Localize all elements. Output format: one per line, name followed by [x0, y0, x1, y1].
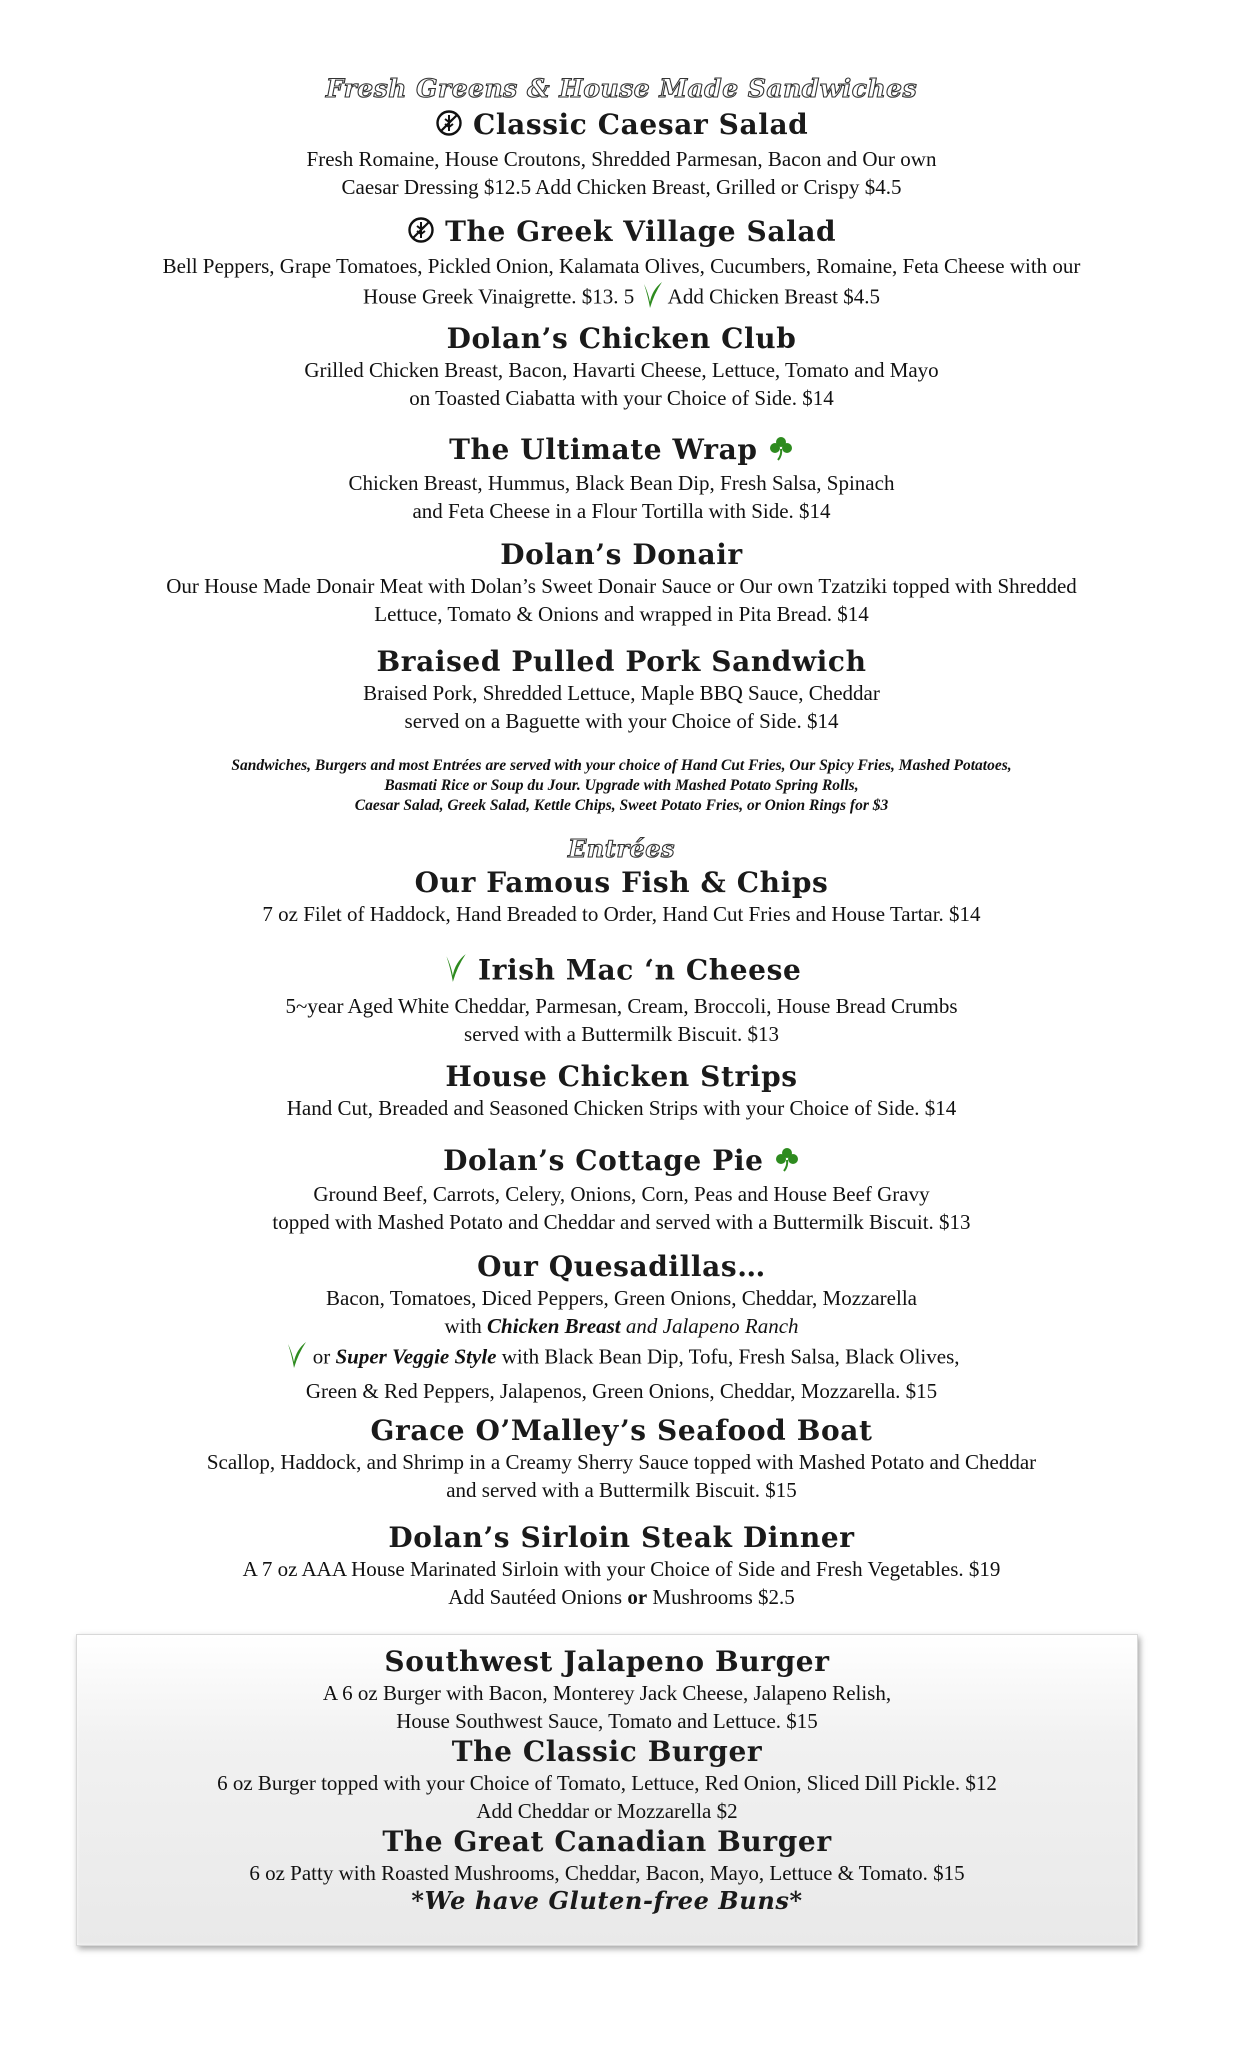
sides-note: Sandwiches, Burgers and most Entrées are served with your choice of Hand Cut Fries, Our Spicy Fries, Mashed Potatoes, Basmati Rice or Soup du Jour. Upgrade with Mashed Potato Spring Rolls, Caesar Salad, Greek Salad, Kettle Chips, Sweet Potato Fries, or Onion Rings for $3: [231, 757, 1012, 814]
burger-desc: House Southwest Sauce, Tomato and Lettuce. $15: [396, 1709, 818, 1733]
vegetarian-leaf-icon: [284, 1340, 308, 1377]
menu-item-title: The Ultimate Wrap: [449, 433, 758, 466]
menu-item-desc: Our House Made Donair Meat with Dolan’s Sweet Donair Sauce or Our own Tzatziki topped with Shredded: [166, 574, 1077, 598]
menu-item-desc: Bacon, Tomatoes, Diced Peppers, Green Onions, Cheddar, Mozzarella: [326, 1286, 917, 1310]
burger-desc: 6 oz Patty with Roasted Mushrooms, Cheddar, Bacon, Mayo, Lettuce & Tomato. $15: [249, 1861, 965, 1885]
menu-item-desc: 7 oz Filet of Haddock, Hand Breaded to Order, Hand Cut Fries and House Tartar. $14: [262, 902, 981, 926]
menu-item-desc: topped with Mashed Potato and Cheddar and served with a Buttermilk Biscuit. $13: [272, 1209, 971, 1234]
menu-item-title: Our Quesadillas…: [477, 1250, 766, 1283]
menu-item-wrap: [60, 433, 1183, 525]
gluten-free-icon: [407, 216, 435, 252]
menu-item-title: Grace O’Malley’s Seafood Boat: [370, 1414, 873, 1447]
menu-item-mac: [60, 952, 1183, 1048]
burger-desc: 6 oz Burger topped with your Choice of Tomato, Lettuce, Red Onion, Sliced Dill Pickle. $12: [217, 1771, 997, 1795]
burger-title: The Classic Burger: [451, 1735, 763, 1768]
menu-item-quesadillas: Our Quesadillas… Bacon, Tomatoes, Diced Peppers, Green Onions, Cheddar, Mozzarella with Chicken Breast and Jalapeno Ranch or Super Veggie Style with Black Bean Dip, Tofu, Fresh Salsa, Black Olives, Green & Red Peppers, Jalapenos, Green Onions, Cheddar, Mozzarella. $15: [60, 1250, 1183, 1405]
shamrock-icon: [768, 435, 794, 469]
menu-item-pork: [60, 645, 1183, 735]
burger-title: The Great Canadian Burger: [382, 1825, 832, 1858]
menu-item-title: The Greek Village Salad: [445, 215, 837, 248]
menu-item-cottage: [60, 1144, 1183, 1236]
menu-item-title: Dolan’s Donair: [500, 538, 743, 571]
menu-item-desc: on Toasted Ciabatta with your Choice of Side. $14: [409, 386, 834, 410]
menu-item-fish: [60, 866, 1183, 928]
quesadilla-veggie-option: Super Veggie Style: [335, 1344, 497, 1369]
menu-item-greek: [60, 215, 1183, 317]
menu-item-desc: Scallop, Haddock, and Shrimp in a Creamy Sherry Sauce topped with Mashed Potato and Cheddar: [206, 1450, 1037, 1474]
vegetarian-leaf-icon: [640, 280, 664, 317]
menu-item-desc: Fresh Romaine, House Croutons, Shredded Parmesan, Bacon and Our own: [306, 146, 937, 171]
burger-box: [76, 1634, 1138, 1946]
menu-item-desc: Bell Peppers, Grape Tomatoes, Pickled Onion, Kalamata Olives, Cucumbers, Romaine, Feta Cheese with our: [162, 253, 1081, 278]
menu-item-desc: Add Chicken Breast $4.5: [667, 283, 880, 308]
menu-item-desc: Lettuce, Tomato & Onions and wrapped in Pita Bread. $14: [374, 602, 869, 626]
menu-item-title: Dolan’s Cottage Pie: [443, 1144, 764, 1177]
menu-item-club: [60, 322, 1183, 412]
menu-item-seafood: [60, 1414, 1183, 1504]
menu-item-desc: House Greek Vinaigrette. $13. 5: [363, 283, 635, 308]
gluten-free-icon: [435, 109, 463, 145]
menu-item-desc: and served with a Buttermilk Biscuit. $15: [446, 1478, 797, 1502]
menu-item-desc: A 7 oz AAA House Marinated Sirloin with your Choice of Side and Fresh Vegetables. $19: [242, 1557, 1001, 1581]
menu-item-title: House Chicken Strips: [445, 1060, 798, 1093]
menu-item-donair: [60, 538, 1183, 628]
shamrock-icon: [774, 1146, 800, 1180]
section-header-greens: Fresh Greens & House Made Sandwiches: [325, 74, 918, 103]
vegetarian-leaf-icon: [442, 952, 468, 992]
menu-item-title: Braised Pulled Pork Sandwich: [376, 645, 867, 678]
gluten-free-buns-note: *We have Gluten-free Buns*: [411, 1886, 803, 1915]
menu-item-desc: and Feta Cheese in a Flour Tortilla with Side. $14: [412, 498, 831, 523]
menu-item-desc: served with a Buttermilk Biscuit. $13: [464, 1022, 779, 1046]
menu-item-sirloin: Dolan’s Sirloin Steak Dinner A 7 oz AAA House Marinated Sirloin with your Choice of Side and Fresh Vegetables. $19 Add Sautéed Onions or Mushrooms $2.5: [60, 1521, 1183, 1611]
burger-desc: Add Cheddar or Mozzarella $2: [476, 1799, 738, 1823]
menu-item-caesar: [60, 108, 1183, 201]
menu-item-desc: Braised Pork, Shredded Lettuce, Maple BBQ Sauce, Cheddar: [363, 681, 880, 705]
menu-item-desc: 5~year Aged White Cheddar, Parmesan, Cream, Broccoli, House Bread Crumbs: [285, 994, 958, 1018]
menu-item-strips: [60, 1060, 1183, 1122]
quesadilla-chicken-option: Chicken Breast: [487, 1314, 621, 1338]
menu-item-title: Dolan’s Chicken Club: [446, 322, 797, 355]
menu-item-desc: Grilled Chicken Breast, Bacon, Havarti Cheese, Lettuce, Tomato and Mayo: [304, 358, 939, 382]
menu-item-desc: Caesar Dressing $12.5 Add Chicken Breast, Grilled or Crispy $4.5: [341, 174, 902, 199]
menu-item-desc: Hand Cut, Breaded and Seasoned Chicken Strips with your Choice of Side. $14: [286, 1096, 957, 1120]
menu-item-desc: Green & Red Peppers, Jalapenos, Green Onions, Cheddar, Mozzarella. $15: [305, 1379, 938, 1403]
section-header-entrees: Entrées: [567, 834, 676, 863]
menu-item-title: Our Famous Fish & Chips: [414, 866, 829, 899]
menu-item-title: Irish Mac ‘n Cheese: [477, 953, 802, 987]
menu-item-title: Classic Caesar Salad: [472, 108, 809, 141]
burger-title: Southwest Jalapeno Burger: [384, 1645, 830, 1678]
menu-item-desc: Ground Beef, Carrots, Celery, Onions, Corn, Peas and House Beef Gravy: [313, 1181, 930, 1206]
menu-item-desc: served on a Baguette with your Choice of Side. $14: [404, 709, 839, 733]
menu-item-title: Dolan’s Sirloin Steak Dinner: [388, 1521, 855, 1554]
menu-item-desc: Chicken Breast, Hummus, Black Bean Dip, Fresh Salsa, Spinach: [348, 470, 895, 495]
burger-desc: A 6 oz Burger with Bacon, Monterey Jack Cheese, Jalapeno Relish,: [322, 1681, 892, 1705]
